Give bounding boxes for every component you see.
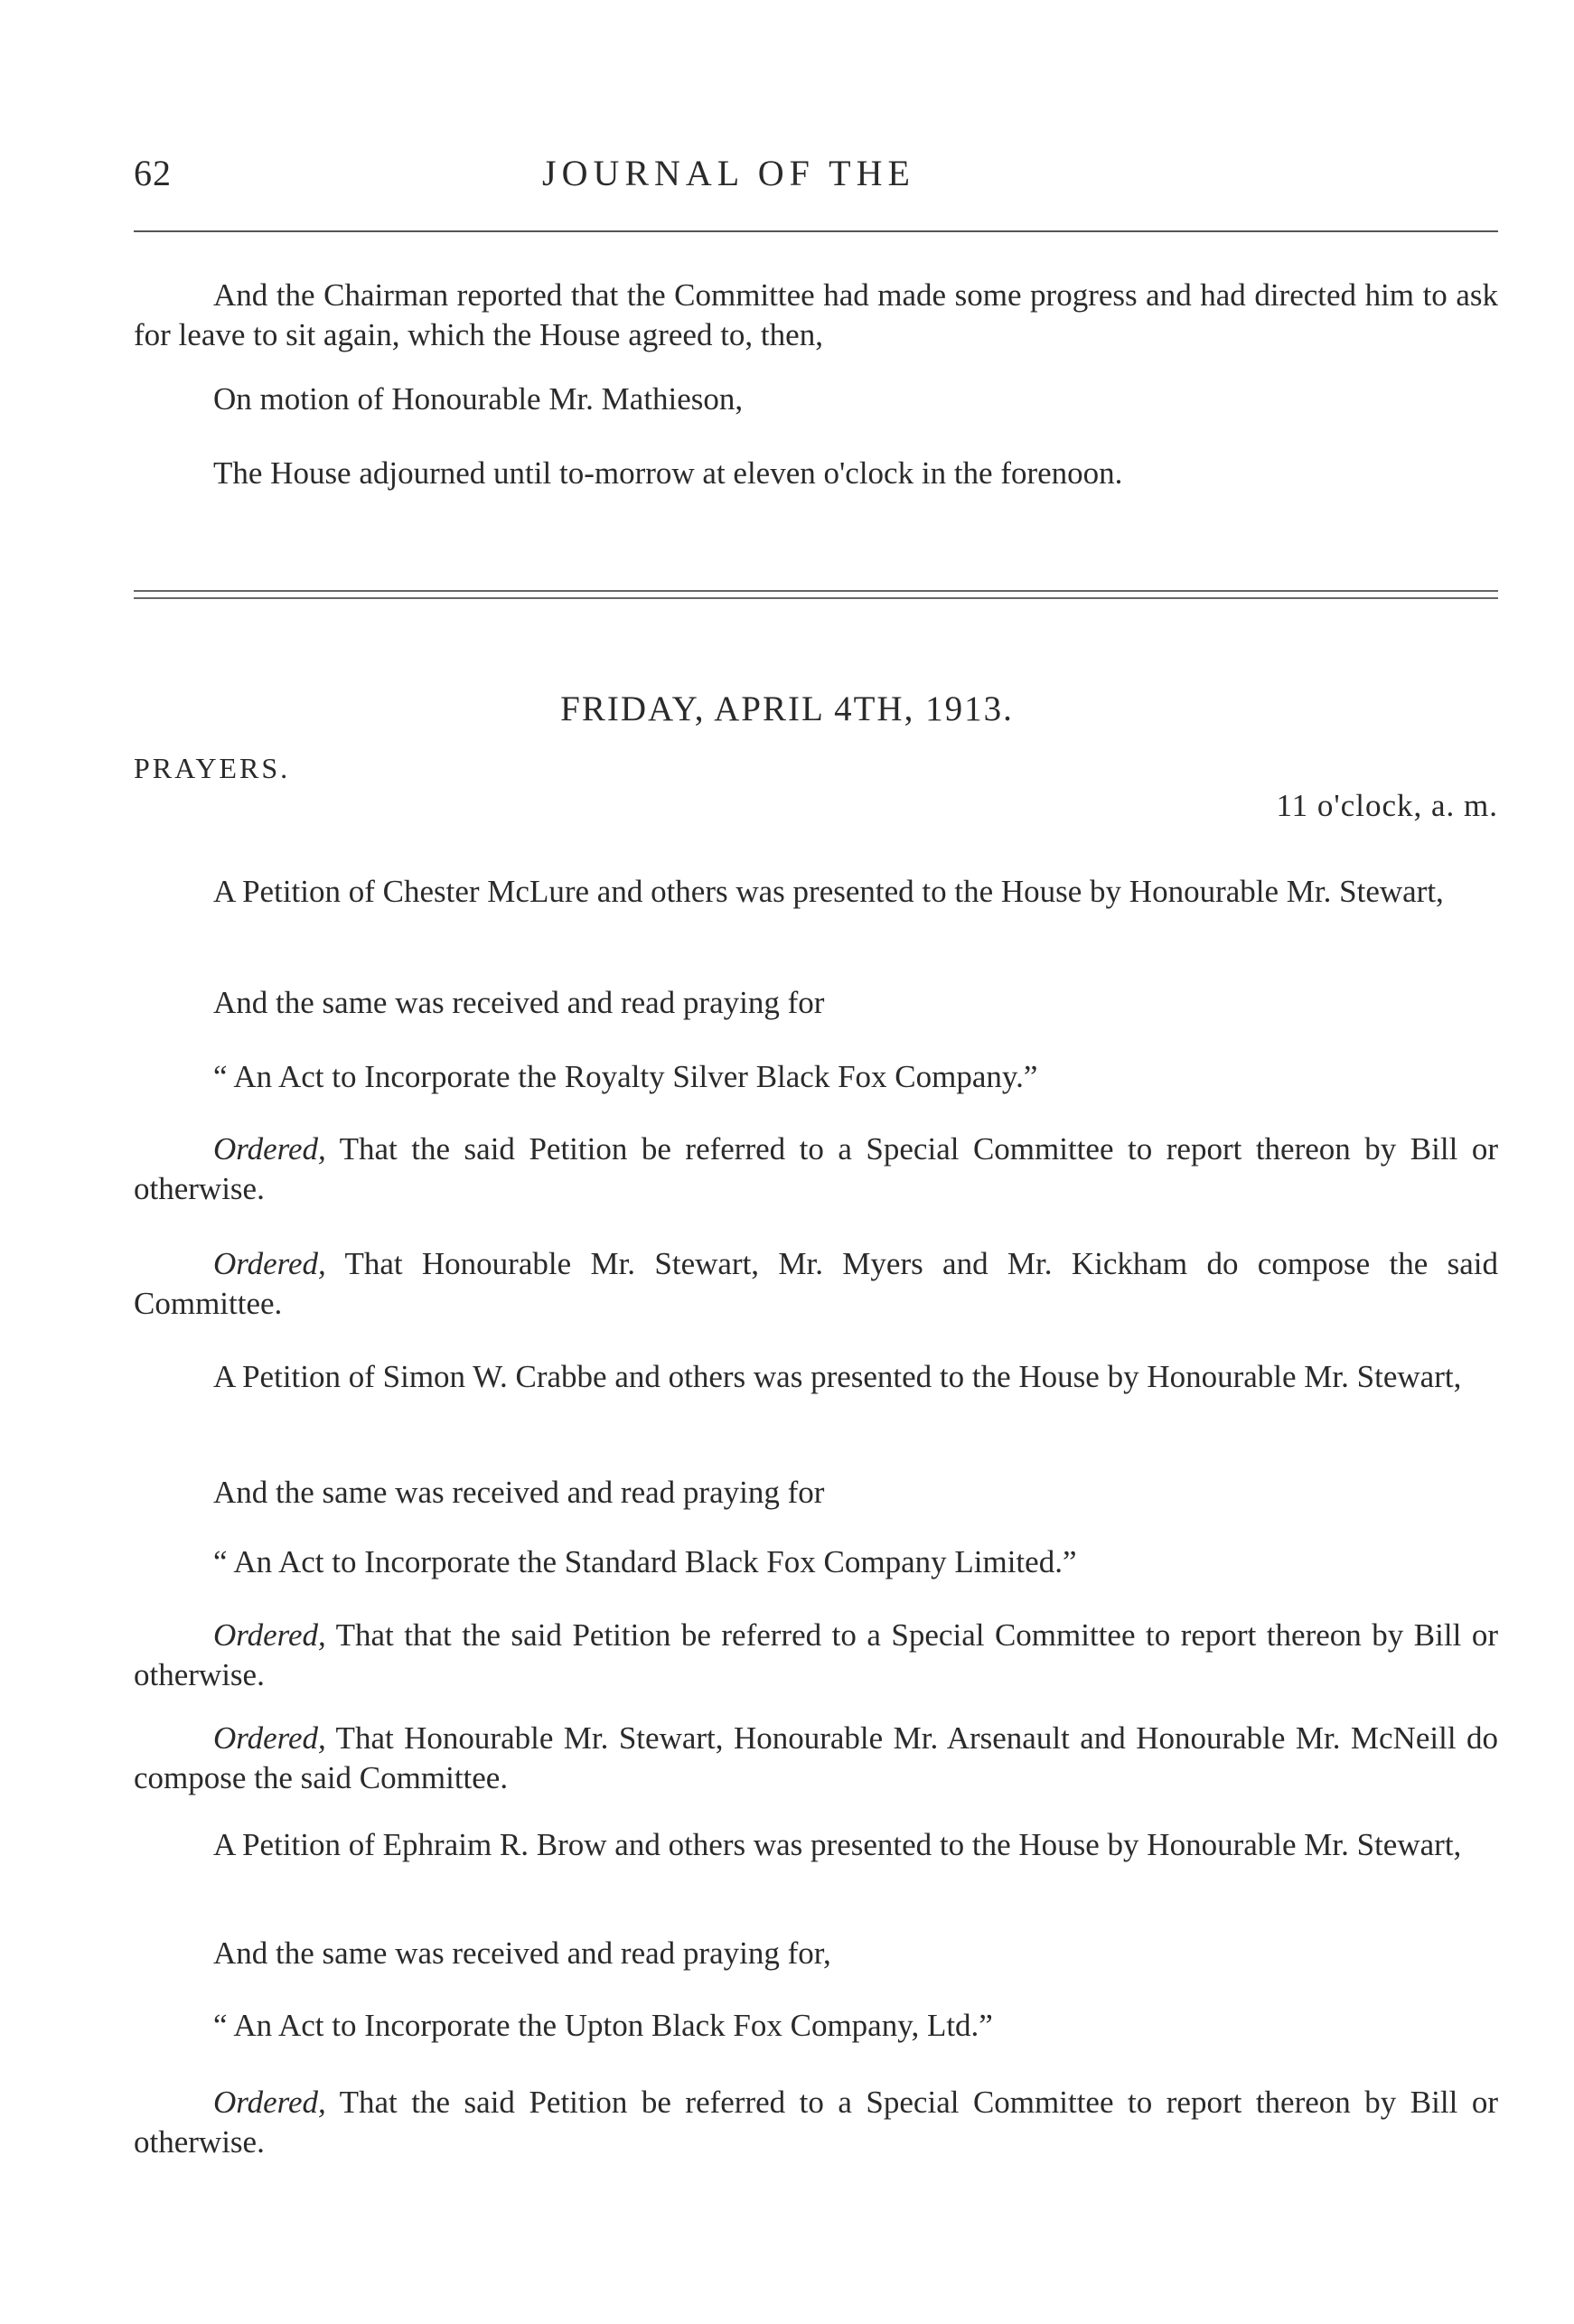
petition-paragraph: [134, 1357, 1498, 1397]
running-head: JOURNAL OF THE: [542, 153, 915, 193]
paragraph-text: “ An Act to Incorporate the Standard Black Fox Company Limited.”: [213, 1544, 1077, 1579]
paragraph-text: “ An Act to Incorporate the Royalty Silver Black Fox Company.”: [213, 1059, 1038, 1094]
paragraph-text: That Honourable Mr. Stewart, Honourable Mr. Arsenault and Honourable Mr. McNeill do compose the said Committee.: [134, 1720, 1498, 1795]
paragraph-text: That that the said Petition be referred to a Special Committee to report thereon by Bill or otherwise.: [134, 1617, 1498, 1692]
sitting-time: 11 o'clock, a. m.: [1276, 788, 1498, 823]
ordered-paragraph: [134, 1616, 1498, 1695]
ordered-label: Ordered,: [213, 2085, 326, 2120]
petition-paragraph: [134, 1825, 1498, 1865]
ordered-label: Ordered,: [213, 1617, 326, 1653]
paragraph-adjourned: [134, 454, 1498, 493]
received-paragraph: [134, 983, 1498, 1023]
act-title: [134, 1057, 1498, 1097]
paragraph-text: And the same was received and read praying for: [213, 985, 825, 1020]
paragraph-text: That the said Petition be referred to a Special Committee to report thereon by Bill or otherwise.: [134, 1131, 1498, 1206]
ordered-label: Ordered,: [213, 1720, 326, 1756]
paragraph-text: And the same was received and read praying for: [213, 1475, 825, 1510]
paragraph-motion: [134, 380, 1498, 419]
petition-paragraph: [134, 872, 1498, 912]
ordered-paragraph: [134, 1129, 1498, 1209]
paragraph-text: A Petition of Chester McLure and others was presented to the House by Honourable Mr. Stewart,: [213, 874, 1444, 909]
header-rule: [134, 230, 1498, 232]
ordered-paragraph: [134, 2083, 1498, 2162]
act-title: [134, 2006, 1498, 2046]
paragraph-text: That Honourable Mr. Stewart, Mr. Myers and Mr. Kickham do compose the said Committee.: [134, 1246, 1498, 1321]
paragraph-text: “ An Act to Incorporate the Upton Black Fox Company, Ltd.”: [213, 2008, 993, 2043]
paragraph-text: On motion of Honourable Mr. Mathieson,: [213, 381, 744, 417]
paragraph-chairman-report: [134, 276, 1498, 355]
ordered-paragraph: [134, 1244, 1498, 1324]
received-paragraph: [134, 1473, 1498, 1513]
sitting-date-heading: FRIDAY, APRIL 4TH, 1913.: [560, 689, 1014, 728]
act-title: [134, 1542, 1498, 1582]
ordered-label: Ordered,: [213, 1131, 326, 1167]
ordered-paragraph: [134, 1719, 1498, 1798]
paragraph-text: The House adjourned until to-morrow at eleven o'clock in the forenoon.: [213, 455, 1123, 491]
received-paragraph: [134, 1934, 1498, 1973]
paragraph-text: And the Chairman reported that the Committee had made some progress and had directed him to ask for leave to sit again, which the House agreed to, then,: [134, 277, 1498, 352]
section-divider: [134, 597, 1498, 599]
section-divider: [134, 590, 1498, 592]
paragraph-text: A Petition of Simon W. Crabbe and others was presented to the House by Honourable Mr. Stewart,: [213, 1359, 1462, 1394]
paragraph-text: That the said Petition be referred to a Special Committee to report thereon by Bill or otherwise.: [134, 2085, 1498, 2160]
ordered-label: Ordered,: [213, 1246, 326, 1281]
prayers-label: PRAYERS.: [134, 752, 291, 784]
paragraph-text: And the same was received and read praying for,: [213, 1935, 831, 1971]
page-number: 62: [134, 153, 172, 193]
paragraph-text: A Petition of Ephraim R. Brow and others was presented to the House by Honourable Mr. Stewart,: [213, 1827, 1462, 1862]
